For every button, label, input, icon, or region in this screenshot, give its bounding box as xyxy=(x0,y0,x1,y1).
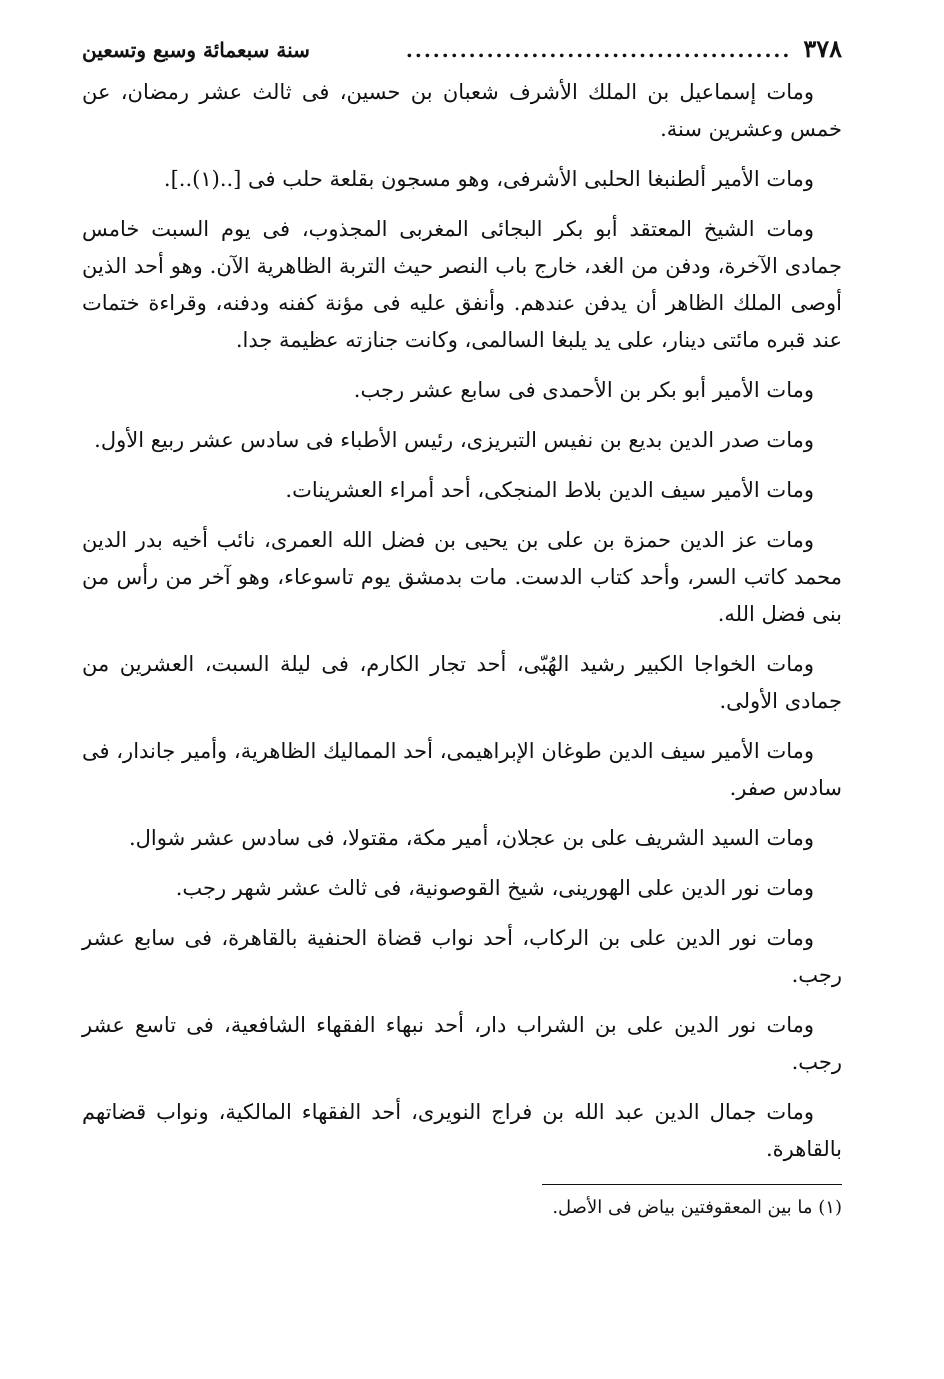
page-header xyxy=(82,34,842,68)
paragraph: ومات الأمير أبو بكر بن الأحمدى فى سابع عشر رجب. xyxy=(353,378,814,402)
paragraph: ومات الأمير سيف الدين طوغان الإبراهيمى، أحد المماليك الظاهرية، وأمير جاندار، فى سادس صفر. xyxy=(82,739,842,800)
footnote-divider xyxy=(542,1184,842,1185)
paragraph: ومات نور الدين على بن الركاب، أحد نواب قضاة الحنفية بالقاهرة، فى سابع عشر رجب. xyxy=(82,926,842,987)
paragraph: ومات عز الدين حمزة بن على بن يحيى بن فضل الله العمرى، نائب أخيه بدر الدين محمد كاتب السر، وأحد كتاب الدست. مات بدمشق يوم تاسوعاء، وهو آخر من رأس من بنى فضل الله. xyxy=(82,528,842,626)
header-leader-dots: ........................................... xyxy=(405,38,792,62)
paragraph: ومات الأمير سيف الدين بلاط المنجكى، أحد أمراء العشرينات. xyxy=(285,478,814,502)
paragraph: ومات إسماعيل بن الملك الأشرف شعبان بن حسين، فى ثالث عشر رمضان، عن خمس وعشرين سنة. xyxy=(82,80,842,141)
paragraph: ومات السيد الشريف على بن عجلان، أمير مكة، مقتولا، فى سادس عشر شوال. xyxy=(128,826,814,850)
page-number: ٣٧٨ xyxy=(803,34,842,63)
paragraph: ومات نور الدين على الهورينى، شيخ القوصونية، فى ثالث عشر شهر رجب. xyxy=(175,876,814,900)
paragraph: ومات صدر الدين بديع بن نفيس التبريزى، رئيس الأطباء فى سادس عشر ربيع الأول. xyxy=(94,428,814,452)
paragraph: ومات جمال الدين عبد الله بن فراج النويرى، أحد الفقهاء المالكية، ونواب قضاتهم بالقاهرة. xyxy=(82,1100,842,1161)
paragraph: ومات الخواجا الكبير رشيد الهُبّى، أحد تجار الكارم، فى ليلة السبت، العشرين من جمادى الأولى. xyxy=(82,652,842,713)
paragraph: ومات الشيخ المعتقد أبو بكر البجائى المغربى المجذوب، فى يوم السبت خامس جمادى الآخرة، ودفن من الغد، خارج باب النصر حيث التربة الظاهرية الآن. وهو أحد الذين أوصى الملك الظاهر أن يدفن عندهم. وأنفق عليه فى مؤنة كفنه ودفنه، وقراءة ختمات عند قبره مائتى دينار، على يد يلبغا السالمى، وكانت جنازته عظيمة جدا. xyxy=(82,217,842,352)
body-text xyxy=(82,74,842,1168)
footnote: (١) ما بين المعقوفتين بياض فى الأصل. xyxy=(552,1197,842,1218)
paragraph: ومات الأمير ألطنبغا الحلبى الأشرفى، وهو مسجون بقلعة حلب فى [..(١)..]. xyxy=(163,167,814,191)
running-title: سنة سبعمائة وسبع وتسعين xyxy=(82,38,310,62)
paragraph: ومات نور الدين على بن الشراب دار، أحد نبهاء الفقهاء الشافعية، فى تاسع عشر رجب. xyxy=(82,1013,842,1074)
page xyxy=(82,34,842,1223)
